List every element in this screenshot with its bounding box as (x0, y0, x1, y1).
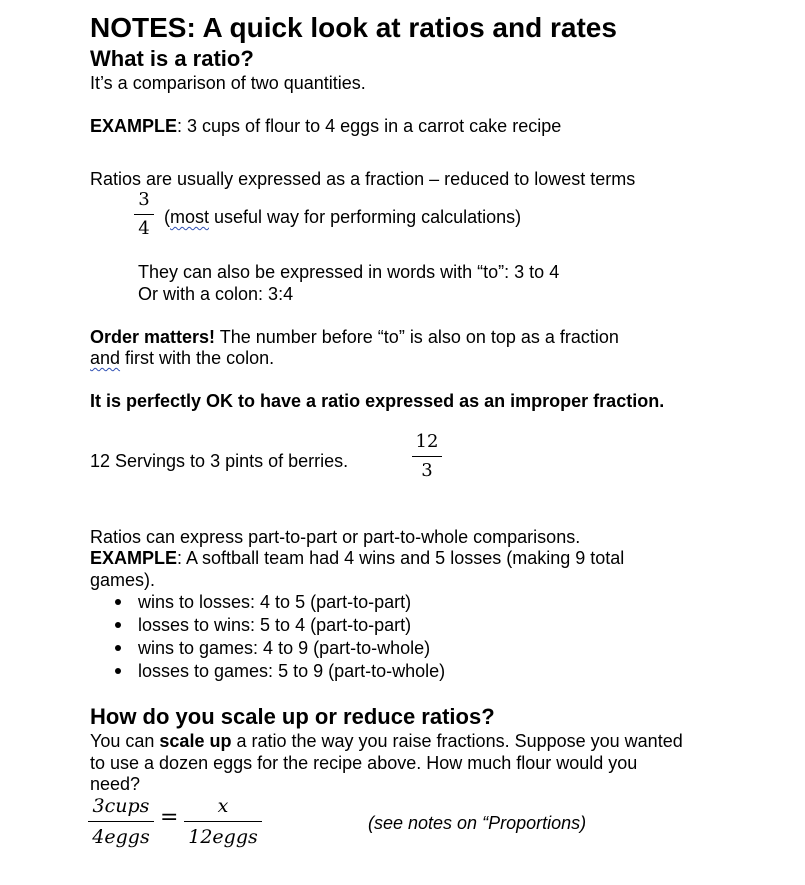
fraction-note (164, 207, 521, 228)
equation-left-fraction (88, 794, 154, 849)
fraction-note-word: most (170, 207, 210, 227)
right-denominator: 12eggs (188, 826, 258, 848)
equation-right-fraction (184, 794, 262, 849)
scale-line-2: to use a dozen eggs for the recipe above. How much flour would you (90, 753, 638, 773)
list-item: wins to losses: 4 to 5 (part-to-part) (138, 592, 412, 612)
words-line: They can also be expressed in words with “to”: 3 to 4 (138, 262, 560, 282)
fraction-note-open: ( (164, 207, 170, 227)
scale-line-3: need? (90, 774, 141, 794)
left-fraction-bar (88, 821, 154, 822)
bullet-dot (115, 599, 121, 605)
bullet-dot (115, 622, 121, 628)
list-item: losses to wins: 5 to 4 (part-to-part) (138, 615, 412, 635)
example-line (90, 116, 561, 137)
fraction-3-4 (134, 189, 154, 240)
bullet-dot (115, 668, 121, 674)
heading-scale-ratios: How do you scale up or reduce ratios? (90, 704, 495, 729)
example2-label: EXAMPLE (90, 548, 178, 568)
equals-sign: = (160, 805, 179, 830)
fraction-denominator: 4 (138, 218, 150, 239)
fraction-12-3 (412, 431, 442, 482)
list-item: losses to games: 5 to 9 (part-to-whole) (138, 661, 446, 681)
scale-line1-pre: You can (90, 731, 160, 751)
servings-fraction-bar (412, 456, 442, 457)
scale-up-bold: scale up (159, 731, 232, 751)
see-notes-proportions: (see notes on “Proportions) (368, 813, 587, 833)
scale-line-1 (90, 731, 683, 752)
fraction-note-rest: useful way for performing calculations) (209, 207, 522, 227)
heading-what-is-ratio: What is a ratio? (90, 46, 254, 71)
example2-text: : A softball team had 4 wins and 5 losses (making 9 total (177, 548, 625, 568)
order-line2-word: and (90, 348, 121, 368)
left-denominator: 4eggs (92, 826, 150, 848)
fraction-numerator: 3 (138, 189, 150, 210)
order-line2-rest: first with the colon. (120, 348, 275, 368)
softball-example-line-2: games). (90, 570, 156, 590)
left-numerator: 3cups (92, 795, 150, 817)
order-rest: The number before “to” is also on top as a fraction (215, 327, 619, 347)
example-text: : 3 cups of flour to 4 eggs in a carrot cake recipe (177, 116, 562, 136)
servings-numerator: 12 (415, 431, 439, 452)
scale-line1-post: a ratio the way you raise fractions. Suppose you wanted (231, 731, 683, 751)
servings-text: 12 Servings to 3 pints of berries. (90, 451, 349, 471)
page-title: NOTES: A quick look at ratios and rates (90, 12, 617, 43)
order-line-2 (90, 348, 274, 369)
list-item: wins to games: 4 to 9 (part-to-whole) (138, 638, 431, 658)
servings-denominator: 3 (421, 460, 433, 481)
fraction-intro: Ratios are usually expressed as a fraction – reduced to lowest terms (90, 169, 636, 189)
order-line-1 (90, 327, 619, 348)
example-label: EXAMPLE (90, 116, 178, 136)
improper-note: It is perfectly OK to have a ratio expressed as an improper fraction. (90, 391, 665, 411)
right-fraction-bar (184, 821, 262, 822)
colon-line: Or with a colon: 3:4 (138, 284, 294, 304)
fraction-bar (134, 214, 154, 215)
order-bold: Order matters! (90, 327, 216, 347)
bullet-dot (115, 645, 121, 651)
part-whole-intro: Ratios can express part-to-part or part-to-whole comparisons. (90, 527, 581, 547)
softball-example-line-1 (90, 548, 624, 569)
ratio-definition: It’s a comparison of two quantities. (90, 73, 366, 93)
right-numerator: x (217, 795, 229, 817)
